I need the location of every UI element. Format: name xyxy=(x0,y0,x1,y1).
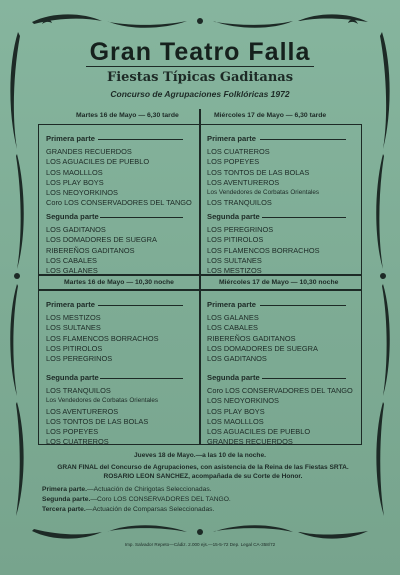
list-item: LOS MESTIZOS xyxy=(46,313,101,322)
list-item: LOS NEOYORKINOS xyxy=(207,396,279,406)
contest-subtitle: Concurso de Agrupaciones Folklóricas 1972 xyxy=(110,89,290,99)
bottom-ornament-border xyxy=(22,521,378,543)
list-item: LOS CUATREROS xyxy=(207,147,270,156)
list-item: LOS CABALES xyxy=(46,255,97,265)
list-item: LOS PLAY BOYS xyxy=(46,177,104,187)
final-part-3-label: Tercera parte. xyxy=(42,506,86,513)
session-2-second-part-rule xyxy=(262,217,346,218)
final-date: Jueves 18 de Mayo.—a las 10 de la noche. xyxy=(134,452,266,459)
list-item: GRANDES RECUERDOS xyxy=(46,147,132,156)
session-3-first-part-list xyxy=(46,313,159,364)
session-1-heading: Martes 16 de Mayo — 6,30 tarde xyxy=(76,112,179,119)
evening-header-rule xyxy=(38,289,362,291)
list-item: LOS AGUACILES DE PUEBLO xyxy=(46,157,150,167)
list-item: LOS TONTOS DE LAS BOLAS xyxy=(207,167,310,177)
session-4-first-part-title: Primera parte xyxy=(207,300,256,309)
list-item: LOS GADITANOS xyxy=(46,225,106,234)
list-item: LOS GALANES xyxy=(46,266,98,276)
list-item: LOS NEOYORKINOS xyxy=(46,188,118,198)
session-1-second-part-list xyxy=(46,225,157,276)
session-4-heading: Miércoles 17 de Mayo — 10,30 noche xyxy=(219,279,339,286)
session-4-first-part-list xyxy=(207,313,318,364)
final-part-3-text: —Actuación de Comparsas Seleccionadas. xyxy=(85,506,215,513)
list-item: LOS PLAY BOYS xyxy=(207,406,265,416)
list-item: LOS FLAMENCOS BORRACHOS xyxy=(207,245,320,255)
list-item: LOS TRANQUILOS xyxy=(46,386,111,395)
session-2-second-part-title: Segunda parte xyxy=(207,212,260,221)
session-4-second-part-list xyxy=(207,386,353,448)
festival-subtitle: Fiestas Típicas Gaditanas xyxy=(106,70,294,85)
session-3-first-part-rule xyxy=(98,305,183,306)
list-item: LOS MAOLLLOS xyxy=(46,167,103,177)
session-2-first-part-rule xyxy=(260,139,346,140)
list-item: LOS AGUACILES DE PUEBLO xyxy=(207,427,311,437)
list-item: Coro LOS CONSERVADORES DEL TANGO xyxy=(46,198,192,208)
session-1-first-part-list xyxy=(46,147,192,209)
list-item: LOS TONTOS DE LAS BOLAS xyxy=(46,416,149,426)
list-item: RIBEREÑOS GADITANOS xyxy=(46,245,135,255)
list-item: LOS PEREGRINOS xyxy=(207,225,274,234)
session-1-first-part-title: Primera parte xyxy=(46,134,95,143)
list-item: LOS CABALES xyxy=(207,323,258,333)
right-ornament-border xyxy=(372,24,394,524)
list-item: LOS POPEYES xyxy=(46,427,99,437)
left-ornament-border xyxy=(6,24,28,524)
session-1-second-part-rule xyxy=(100,217,183,218)
session-1-first-part-rule xyxy=(98,139,183,140)
list-item: LOS DOMADORES DE SUEGRA xyxy=(46,235,157,245)
list-item: LOS FLAMENCOS BORRACHOS xyxy=(46,333,159,343)
final-part-1 xyxy=(42,486,212,493)
final-part-2-text: —Coro LOS CONSERVADORES DEL TANGO. xyxy=(90,496,231,503)
final-part-3 xyxy=(42,506,214,513)
list-item: LOS PITIROLOS xyxy=(46,343,103,353)
session-2-heading: Miércoles 17 de Mayo — 6,30 tarde xyxy=(214,112,327,119)
session-2-second-part-list xyxy=(207,225,320,276)
list-item: GRANDES RECUERDOS xyxy=(207,437,293,447)
list-item: LOS PITIROLOS xyxy=(207,235,264,245)
printer-imprint: Imp. Salvador Repeto—Cádiz. 2.000 ejs.—15-5-72 Dep. Legal CA-358/72 xyxy=(124,542,276,547)
list-item: LOS TRANQUILOS xyxy=(207,198,272,208)
top-ornament-border xyxy=(22,10,378,32)
final-part-2 xyxy=(42,496,231,503)
list-item: Los Vendedores de Corbatas Orientales xyxy=(207,189,320,197)
list-item: LOS PEREGRINOS xyxy=(46,354,113,364)
list-item: LOS CUATREROS xyxy=(46,437,109,447)
session-4-first-part-rule xyxy=(260,305,346,306)
list-item: LOS AVENTUREROS xyxy=(46,406,119,416)
session-3-heading: Martes 16 de Mayo — 10,30 noche xyxy=(64,279,174,286)
list-item: LOS GADITANOS xyxy=(207,354,267,364)
list-item: LOS DOMADORES DE SUEGRA xyxy=(207,343,318,353)
session-3-second-part-title: Segunda parte xyxy=(46,373,99,382)
list-item: RIBEREÑOS GADITANOS xyxy=(207,333,296,343)
session-4-second-part-title: Segunda parte xyxy=(207,373,260,382)
list-item: LOS SULTANES xyxy=(207,255,262,265)
theater-title: Gran Teatro Falla xyxy=(89,38,311,66)
final-part-2-label: Segunda parte. xyxy=(42,496,91,503)
session-3-first-part-title: Primera parte xyxy=(46,300,95,309)
list-item: LOS AVENTUREROS xyxy=(207,177,280,187)
list-item: LOS GALANES xyxy=(207,313,259,322)
title-rule xyxy=(86,66,314,67)
session-2-first-part-title: Primera parte xyxy=(207,134,256,143)
final-part-1-text: —Actuación de Chirigotas Seleccionadas. xyxy=(86,486,212,493)
list-item: LOS MAOLLLOS xyxy=(207,416,264,426)
session-1-second-part-title: Segunda parte xyxy=(46,212,99,221)
program-grid xyxy=(38,109,363,446)
session-3-second-part-rule xyxy=(100,378,183,379)
list-item: Coro LOS CONSERVADORES DEL TANGO xyxy=(207,386,353,395)
final-part-1-label: Primera parte. xyxy=(42,486,87,493)
list-item: Los Vendedores de Corbatas Orientales xyxy=(46,397,159,405)
list-item: LOS MESTIZOS xyxy=(207,266,262,276)
list-item: LOS POPEYES xyxy=(207,157,260,167)
final-description: GRAN FINAL del Concurso de Agrupaciones, con asistencia de la Reina de las Fiestas SRTA. ROSARIO LEON SANCHEZ, acompañada de su Corte de Honor. xyxy=(57,464,349,480)
list-item: LOS SULTANES xyxy=(46,323,101,333)
column-divider xyxy=(199,109,201,445)
session-3-second-part-list xyxy=(46,386,158,448)
session-4-second-part-rule xyxy=(262,378,346,379)
session-2-first-part-list xyxy=(207,147,319,209)
